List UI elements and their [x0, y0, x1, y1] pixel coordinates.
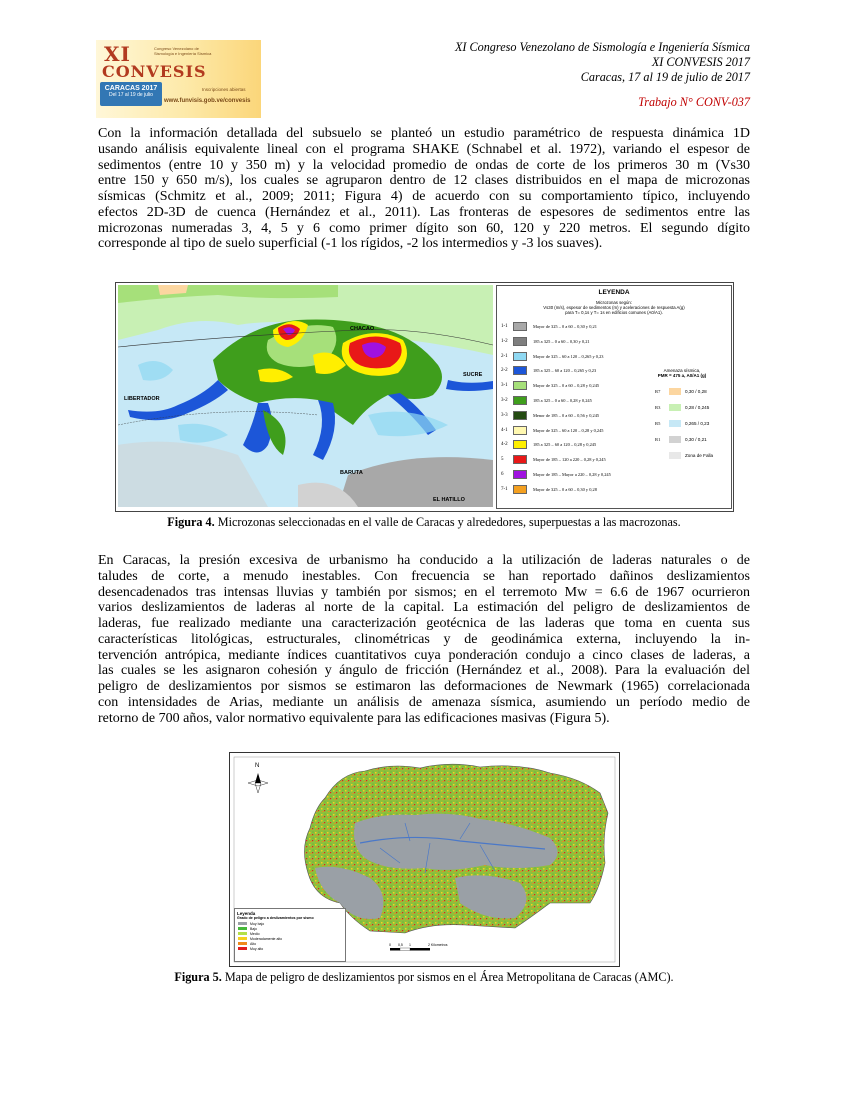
legend-text: 185 a 325 – 0 a 60 – 0,28 y 0,245 [533, 398, 592, 403]
legend-swatch [513, 470, 527, 479]
legend-text: 185 a 325 – 0 a 60 – 0,30 y 0,21 [533, 338, 590, 344]
figure-4-caption-text: Microzonas seleccionadas en el valle de Caracas y alrededores, superpuestas a las macrozonas. [214, 515, 681, 529]
legend-swatch [513, 411, 527, 420]
paragraph-line: corresponde al tipo de suelo superficial (-1 los rígidos, -2 los intermedios y -3 los suaves). [98, 236, 603, 252]
legend-row [501, 439, 596, 450]
legend-swatch [513, 396, 527, 405]
convesis-logo [96, 40, 261, 118]
legend-swatch [513, 455, 527, 464]
figure-5-legend-label: Moderadamente alto [250, 936, 283, 941]
scale-label: 2 Kilometros [428, 943, 448, 947]
logo-badge-city: CARACAS 2017 [104, 85, 158, 92]
paragraph-line: tervención antrópica, mediante índices cuantitativos cuya ponderación condujo a cinco clases de laderas, a [98, 647, 750, 663]
legend-row [501, 410, 599, 421]
legend-code: 3-3 [501, 412, 508, 418]
paragraph-line: entre 150 y 650 m/s), los cuales se agruparon dentro de 12 clases distribuidos en el mapa de microzonas [98, 173, 750, 189]
header-place-date: Caracas, 17 al 19 de julio de 2017 [580, 70, 750, 84]
amenaza-title [647, 368, 717, 378]
amenaza-text: 0,30 / 0,21 [685, 436, 707, 442]
amenaza-code: R1 [655, 436, 661, 442]
amenaza-code: R5 [655, 420, 661, 426]
scale-label: 0,5 [398, 943, 403, 947]
map-label-chacao: CHACAO [350, 326, 375, 332]
legend-row [501, 365, 596, 376]
legend-code: 6 [501, 472, 504, 477]
legend-swatch [513, 381, 527, 390]
legend-code: 4-2 [501, 442, 508, 448]
paragraph-line: características litológicas, estructurales, clinométricas y de geodinámica externa, incluyendo la in- [98, 631, 750, 647]
legend-text: Mayor de 325 – 0 a 60 – 0,30 y 0,21 [533, 324, 597, 329]
paragraph-line: taludes de corte, a menudo inestables. Con frecuencia se han reportado dañinos deslizamientos [98, 568, 750, 584]
logo-url: www.funvisis.gob.ve/convesis [164, 98, 251, 104]
amenaza-row [655, 402, 709, 412]
figure-5-legend-label: Muy alto [250, 946, 264, 951]
legend-code: 1-1 [501, 324, 508, 329]
amenaza-text: 0,28 / 0,245 [685, 404, 710, 410]
map-label-baruta: BARUTA [340, 470, 363, 476]
amenaza-row [655, 450, 713, 460]
figure-4 [115, 282, 734, 512]
legend-code: 4-1 [501, 427, 508, 433]
legend-row [501, 321, 597, 332]
legend-text: Mayor de 185 – 120 a 220 – 0,28 y 0,245 [533, 457, 606, 463]
figure-5-legend-item [238, 946, 345, 951]
paragraph-1 [98, 126, 750, 252]
amenaza-text: 0,265 / 0,23 [685, 420, 710, 426]
paragraph-line: con intensidades de Arias, mediante un análisis de amenaza sísmica, asumiendo un período medio de [98, 694, 750, 710]
legend-swatch [513, 440, 527, 449]
legend-swatch [513, 352, 527, 361]
figure-5-legend [234, 908, 346, 962]
legend-swatch [513, 485, 527, 494]
legend-code: 3-2 [501, 398, 508, 403]
amenaza-row [655, 418, 709, 428]
amenaza-subtitle: PMR = 475 a, A0/A1 (g) [657, 373, 707, 378]
legend-text: 185 a 325 – 60 a 120 – 0,28 y 0,245 [533, 442, 597, 448]
paragraph-line: peligro de deslizamientos por sismos se estimaron las deformaciones de Newmark (1965) correlacionada [98, 679, 750, 694]
paragraph-2 [98, 553, 750, 726]
figure-5-caption-label: Figura 5. [174, 970, 222, 984]
amenaza-swatch [669, 452, 681, 459]
legend-text: 185 a 325 – 60 a 120 – 0,265 y 0,23 [533, 368, 597, 374]
figure-4-caption [98, 515, 750, 530]
legend-row [501, 454, 606, 465]
amenaza-code: R7 [655, 388, 661, 394]
microzone-map [118, 285, 493, 507]
legend-row [501, 395, 592, 406]
paragraph-line: Con la información detallada del subsuelo se planteó un estudio paramétrico de respuesta dinámica 1D [98, 126, 750, 141]
header-conference: XI Congreso Venezolano de Sismología e Ingeniería Sísmica [454, 40, 750, 54]
paragraph-line: laderas, fue realizado mediante una caracterización geotécnica de las laderas que toma en cuenta sus [98, 616, 750, 631]
legend-text: Mayor de 325 – 60 a 120 – 0,28 y 0,245 [533, 427, 604, 433]
figure-5-legend-title: Leyenda [237, 911, 256, 916]
north-label: N [255, 763, 260, 769]
amenaza-swatch [669, 404, 681, 411]
paragraph-line: En Caracas, la presión excesiva de urbanismo ha conducido a la utilización de laderas naturales o de [98, 553, 750, 568]
legend-code: 1-2 [501, 338, 508, 344]
legend-text: Menor de 185 – 0 a 60 – 0,56 y 0,245 [533, 412, 600, 418]
legend-code: 3-1 [501, 383, 508, 389]
running-header [455, 40, 750, 110]
header-edition: XI CONVESIS 2017 [651, 55, 750, 69]
paragraph-line: las cuales se les asignaron cohesión y ángulo de fricción (Hernández et al., 2008). Para la evaluación del [98, 663, 750, 679]
legend-swatch [513, 366, 527, 375]
legend-swatch [513, 322, 527, 331]
logo-convesis: CONVESIS [102, 62, 207, 81]
legend-code: 5 [501, 457, 504, 463]
logo-inscriptions: Inscripciones abiertas [202, 87, 246, 92]
legend-subtitle [497, 300, 731, 315]
legend-swatch [513, 426, 527, 435]
figure-5-legend-subtitle: Grado de peligro a deslizamientos por sismo [237, 916, 314, 920]
legend-text: Mayor de 325 – 60 a 120 – 0,265 y 0,23 [533, 353, 604, 359]
map-label-sucre: SUCRE [463, 372, 483, 378]
legend-code: 2-2 [501, 368, 508, 374]
legend-subtitle-line: Microzonas según: [595, 300, 633, 305]
legend-swatch [513, 337, 527, 346]
logo-badge [100, 82, 162, 106]
amenaza-text: Zona de Falla [685, 452, 714, 458]
figure-5-legend-label: Muy bajo [250, 921, 265, 926]
amenaza-code: R3 [655, 404, 661, 410]
logo-small-text: Congreso Venezolano de Sismología e Ingeniería Sísmica [154, 46, 212, 56]
legend-title: LEYENDA [598, 289, 630, 296]
legend-code: 7-1 [501, 486, 508, 492]
scale-label: 1 [409, 943, 411, 947]
paragraph-line: desencadenados tras intensas lluvias y también por sismos; en el terremoto Mw = 6.6 de 1967 ocurrieron [98, 584, 750, 600]
legend-row [501, 425, 604, 436]
legend-row [501, 336, 590, 347]
legend-text: Mayor de 325 – 0 a 60 – 0,30 y 0,28 [533, 486, 597, 492]
paragraph-line: sedimentos (entre 10 y 350 m) y la velocidad promedio de ondas de corte de los primeros 30 m (Vs30 [98, 157, 750, 173]
figure-5-legend-label: Alto [250, 941, 257, 946]
scale-label: 0 [389, 943, 391, 947]
figure-5-legend-swatch [238, 942, 247, 946]
legend-code: 2-1 [501, 353, 508, 359]
figure-5-caption-text: Mapa de peligro de deslizamientos por sismos en el Área Metropolitana de Caracas (AMC). [221, 970, 674, 984]
paragraph-line: sísmicas (Schmitz et al., 2009; 2011; Figura 4) de acuerdo con su comportamiento típico, incluyendo [98, 189, 750, 204]
header-paper-ref: Trabajo N° CONV-037 [638, 95, 750, 109]
logo-xi: XI [104, 42, 131, 66]
legend-text: Mayor de 325 – 0 a 60 – 0,28 y 0,245 [533, 383, 600, 389]
paragraph-line: usando análisis equivalente lineal con el programa SHAKE (Schnabel et al. 1972), variando el espesor de [98, 141, 750, 157]
figure-4-caption-label: Figura 4. [167, 515, 215, 529]
amenaza-row [655, 434, 707, 444]
figure-5-legend-swatch [238, 922, 247, 926]
figure-5-legend-swatch [238, 927, 247, 931]
paragraph-line: microzonas numeradas 3, 4, 5 y 6 como primer dígito son 60, 120 y 220 metros. El segundo dígito [98, 220, 750, 236]
amenaza-row [655, 386, 707, 396]
figure-5-caption [98, 970, 750, 985]
legend-subtitle-line: Vs30 (m/s), espesor de sedimentos (m) y aceleraciones de respuesta A(g) [543, 305, 685, 310]
logo-badge-dates: Del 17 al 19 de julio [109, 92, 153, 98]
legend-row [501, 380, 599, 391]
legend-row [501, 351, 604, 362]
figure-5-legend-label: Medio [250, 931, 260, 936]
paragraph-line: efectos 2D-3D de cuenca (Hernández et al., 2011). Las fronteras de espesores de sedimentos entre las [98, 204, 750, 220]
amenaza-swatch [669, 388, 681, 395]
paragraph-line: retorno de 700 años, valor normativo equivalente para las edificaciones masivas (Figura 5). [98, 710, 610, 726]
figure-5-legend-items [235, 921, 345, 951]
figure-4-legend [496, 285, 732, 509]
legend-subtitle-line: para T= 0,1s y T= 1s en edificios comunes (A0/A1). [565, 310, 663, 315]
amenaza-swatch [669, 420, 681, 427]
figure-5-legend-label: Bajo [250, 926, 258, 931]
map-label-el-hatillo: EL HATILLO [433, 497, 465, 503]
legend-row [501, 484, 597, 495]
figure-5-legend-swatch [238, 937, 247, 941]
amenaza-title-line: Amenaza sísmica, [663, 368, 701, 373]
amenaza-text: 0,30 / 0,28 [685, 388, 707, 394]
amenaza-swatch [669, 436, 681, 443]
map-label-libertador: LIBERTADOR [124, 396, 160, 402]
legend-row [501, 469, 611, 480]
paragraph-line: varios deslizamientos de laderas al norte de la capital. La estimación del peligro de deslizamientos de [98, 600, 750, 616]
figure-5-legend-swatch [238, 947, 247, 951]
figure-5-legend-swatch [238, 932, 247, 936]
legend-text: Mayor de 185 – Mayor a 220 – 0,28 y 0,245 [533, 472, 611, 477]
